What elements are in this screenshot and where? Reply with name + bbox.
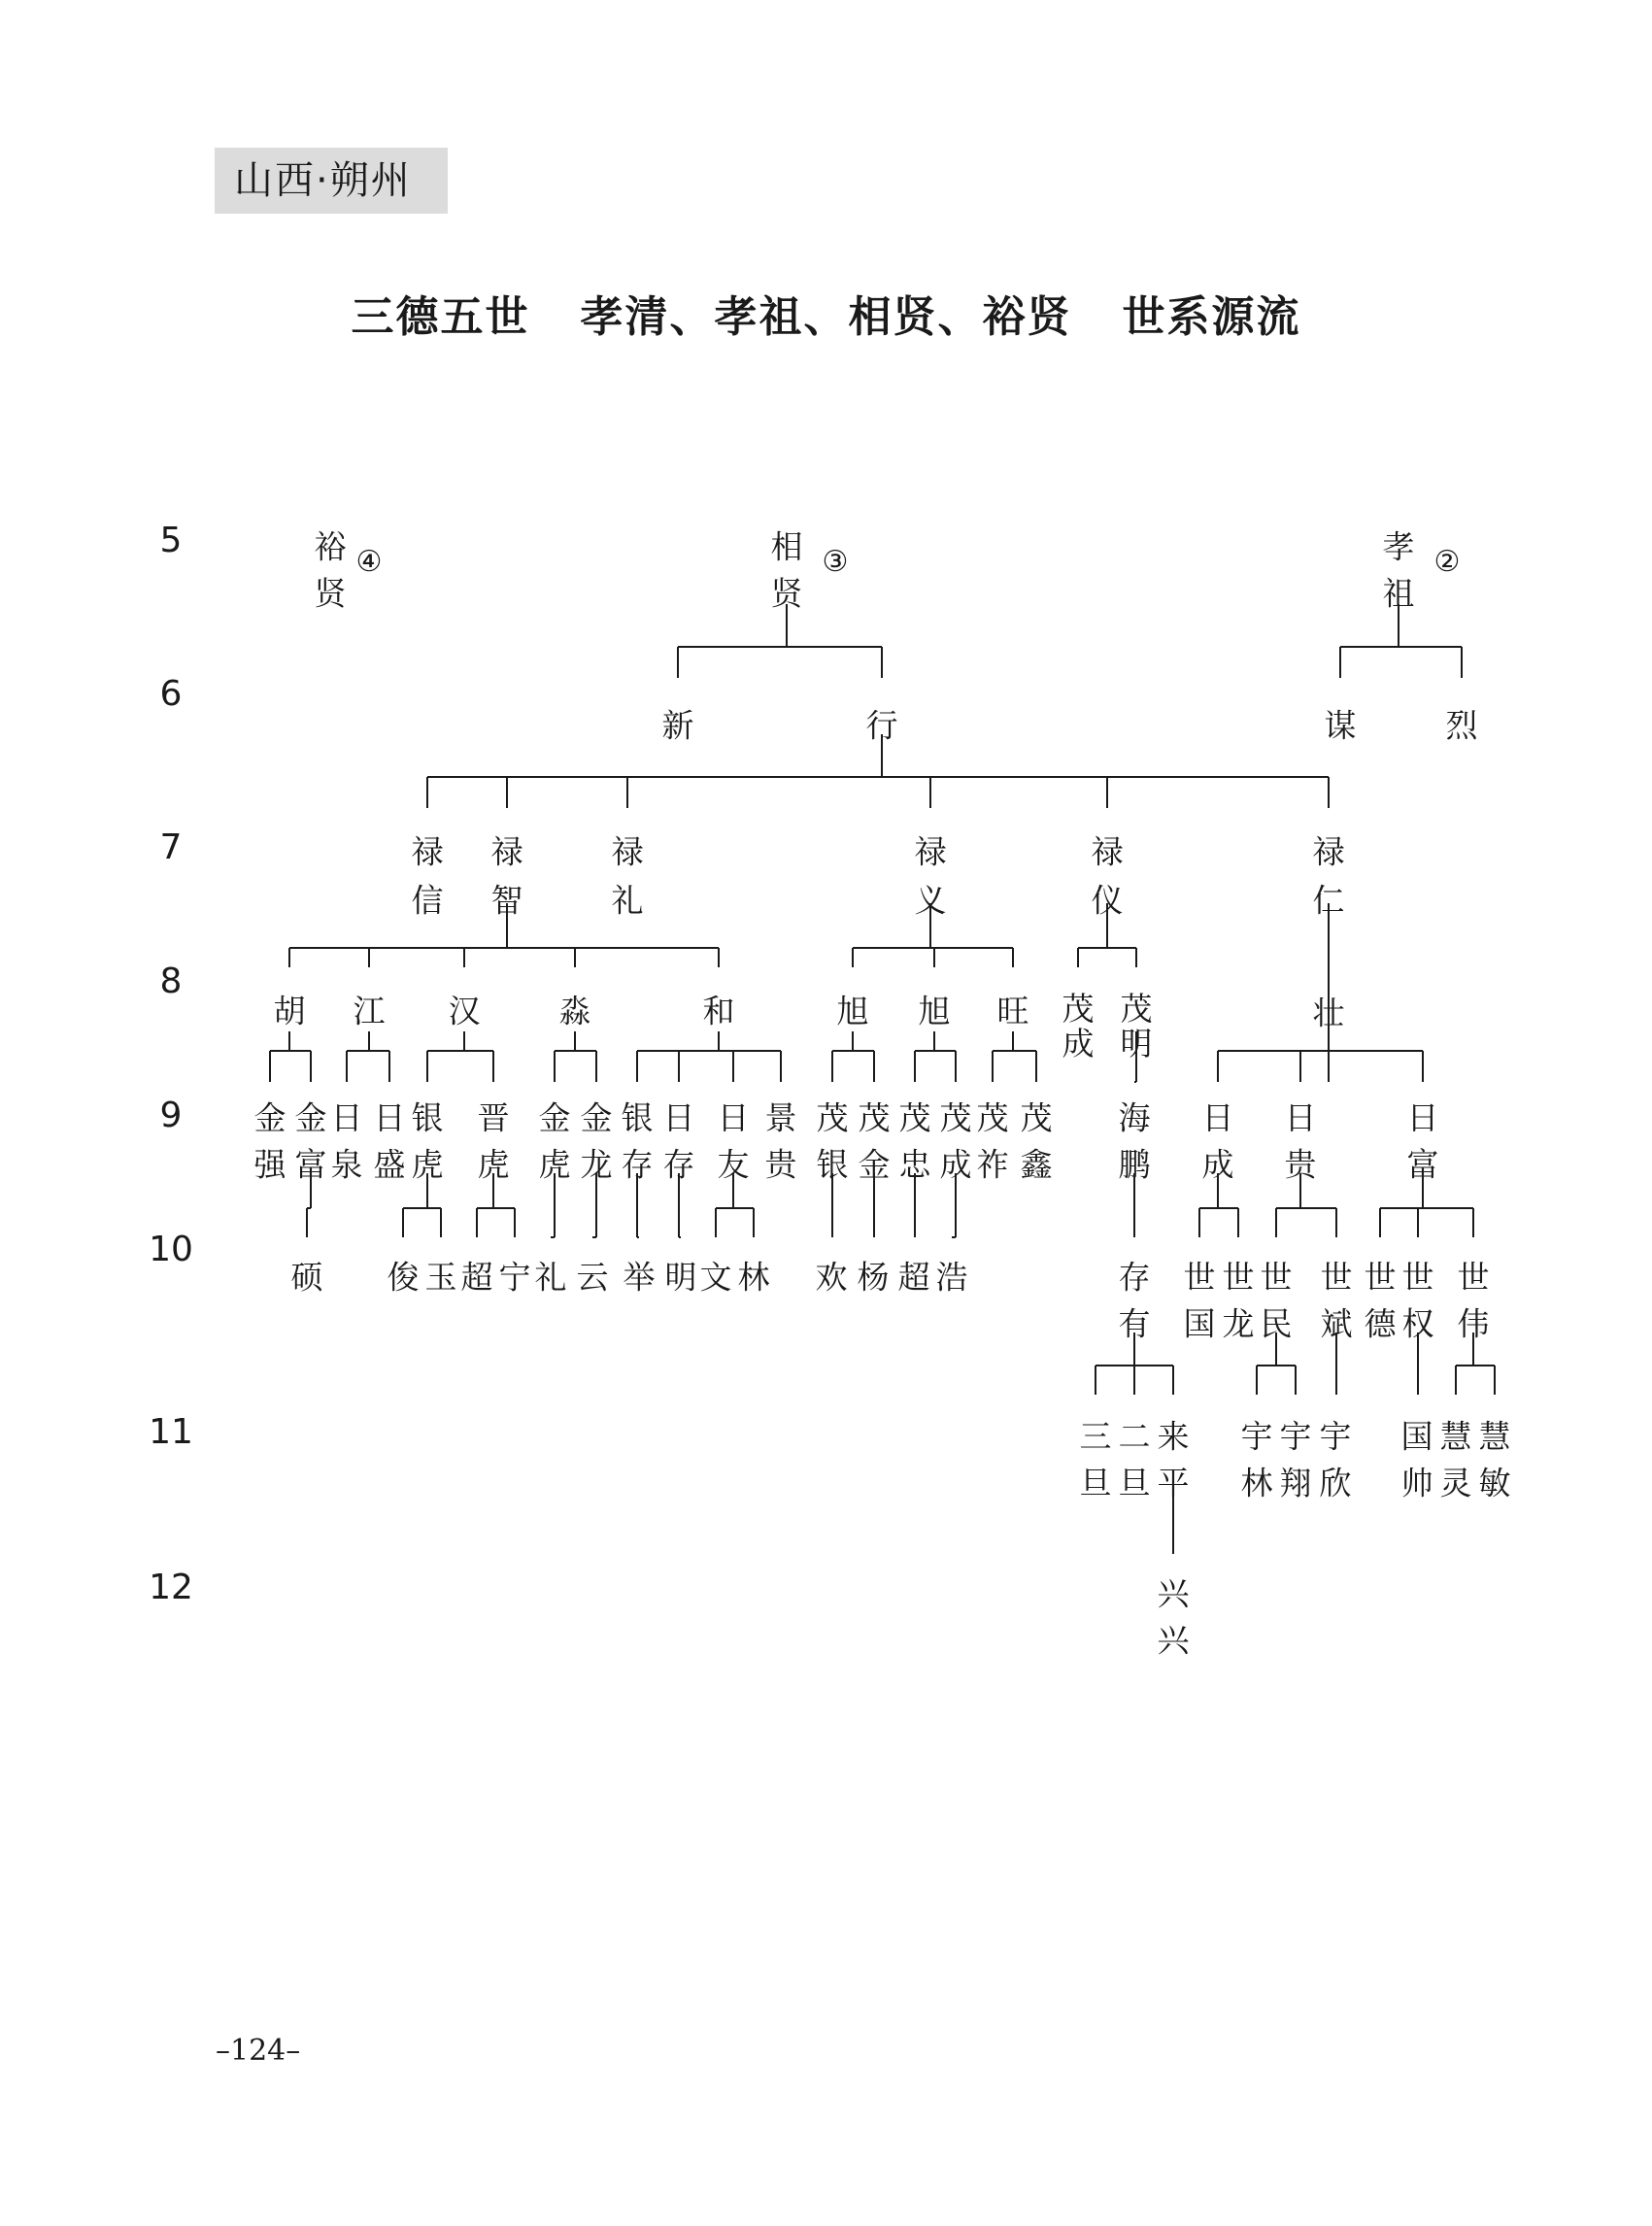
svg-text:林: 林 xyxy=(1240,1464,1273,1502)
person-name xyxy=(622,1098,654,1183)
svg-text:裕: 裕 xyxy=(314,527,347,566)
person-name xyxy=(1184,1258,1216,1342)
svg-text:富: 富 xyxy=(294,1145,327,1184)
person-name xyxy=(274,992,306,1029)
svg-text:旺: 旺 xyxy=(996,992,1029,1030)
svg-text:礼: 礼 xyxy=(534,1258,567,1297)
svg-text:禄: 禄 xyxy=(1312,832,1345,871)
person-name xyxy=(816,1258,848,1296)
svg-text:宇: 宇 xyxy=(1279,1417,1312,1456)
svg-text:禄: 禄 xyxy=(914,832,947,871)
svg-text:日: 日 xyxy=(1201,1098,1234,1137)
svg-text:超: 超 xyxy=(460,1258,493,1297)
svg-text:旦: 旦 xyxy=(1079,1464,1112,1502)
person-name xyxy=(254,1098,287,1183)
title-names: 孝清、孝祖、相贤、裕贤 xyxy=(580,292,1072,342)
svg-text:存: 存 xyxy=(621,1145,654,1184)
svg-text:宇: 宇 xyxy=(1240,1417,1273,1456)
svg-text:云: 云 xyxy=(576,1258,609,1297)
person-name xyxy=(612,832,644,919)
svg-text:孝: 孝 xyxy=(1382,527,1415,566)
svg-text:友: 友 xyxy=(717,1145,750,1184)
svg-text:贵: 贵 xyxy=(1284,1145,1317,1184)
svg-text:欢: 欢 xyxy=(815,1258,848,1297)
svg-text:忠: 忠 xyxy=(898,1145,931,1184)
generation-number: 5 xyxy=(159,521,183,560)
svg-text:旭: 旭 xyxy=(836,992,869,1030)
person-name xyxy=(1320,1417,1352,1501)
svg-text:金: 金 xyxy=(538,1098,571,1137)
generation-number: 7 xyxy=(159,827,183,867)
person-name xyxy=(858,1258,890,1296)
generation-number: 8 xyxy=(159,961,183,1001)
svg-text:新: 新 xyxy=(661,706,694,745)
svg-text:旭: 旭 xyxy=(918,992,951,1030)
svg-text:兴: 兴 xyxy=(1157,1621,1190,1660)
person-name xyxy=(936,1258,968,1296)
svg-text:相: 相 xyxy=(770,527,803,566)
person-name xyxy=(1402,1258,1434,1342)
svg-text:仁: 仁 xyxy=(1312,881,1345,920)
svg-text:敏: 敏 xyxy=(1478,1464,1511,1502)
person-name xyxy=(1119,1098,1151,1183)
svg-text:信: 信 xyxy=(411,881,444,920)
svg-text:晋: 晋 xyxy=(477,1098,510,1137)
svg-text:世: 世 xyxy=(1320,1258,1353,1297)
svg-text:浩: 浩 xyxy=(935,1258,968,1297)
svg-text:来: 来 xyxy=(1157,1417,1190,1456)
svg-text:明: 明 xyxy=(1120,1024,1153,1062)
svg-text:斌: 斌 xyxy=(1320,1304,1353,1343)
person-name xyxy=(1202,1098,1234,1183)
person-name xyxy=(665,1258,697,1296)
svg-text:壮: 壮 xyxy=(1312,994,1345,1032)
person-name xyxy=(412,832,444,919)
svg-text:禄: 禄 xyxy=(411,832,444,871)
svg-text:硕: 硕 xyxy=(290,1258,323,1297)
svg-text:龙: 龙 xyxy=(580,1145,613,1184)
title-suffix: 世系源流 xyxy=(1122,292,1301,342)
person-name xyxy=(1021,1098,1053,1183)
svg-text:和: 和 xyxy=(702,992,735,1030)
svg-text:世: 世 xyxy=(1222,1258,1255,1297)
svg-text:杨: 杨 xyxy=(857,1258,890,1297)
svg-text:世: 世 xyxy=(1260,1258,1293,1297)
person-name xyxy=(700,1258,732,1296)
person-name xyxy=(535,1258,567,1296)
generation-number: 9 xyxy=(159,1096,183,1135)
svg-text:帅: 帅 xyxy=(1400,1464,1433,1502)
svg-text:茂: 茂 xyxy=(1062,989,1095,1028)
person-name xyxy=(817,1098,849,1183)
svg-text:祚: 祚 xyxy=(976,1145,1009,1184)
person-name xyxy=(1119,1417,1151,1501)
branch-marker: ② xyxy=(1433,545,1461,579)
svg-text:禄: 禄 xyxy=(611,832,644,871)
person-name xyxy=(1446,706,1479,744)
generation-number: 12 xyxy=(149,1568,193,1607)
svg-text:存: 存 xyxy=(1118,1258,1151,1297)
svg-text:宁: 宁 xyxy=(498,1258,531,1297)
svg-text:汉: 汉 xyxy=(448,992,481,1030)
person-name xyxy=(1119,1258,1151,1342)
svg-text:旦: 旦 xyxy=(1118,1464,1151,1502)
svg-text:祖: 祖 xyxy=(1382,574,1415,613)
svg-text:贤: 贤 xyxy=(770,574,803,613)
svg-text:鹏: 鹏 xyxy=(1118,1145,1151,1184)
person-name xyxy=(1285,1098,1319,1183)
svg-text:超: 超 xyxy=(897,1258,930,1297)
svg-text:盛: 盛 xyxy=(373,1145,406,1184)
person-name xyxy=(1158,1574,1191,1659)
person-name xyxy=(738,1258,770,1296)
person-name xyxy=(581,1098,613,1183)
svg-text:日: 日 xyxy=(373,1098,406,1137)
person-name xyxy=(837,992,869,1029)
svg-text:虎: 虎 xyxy=(411,1145,444,1184)
svg-text:贤: 贤 xyxy=(314,574,347,613)
svg-text:金: 金 xyxy=(294,1098,327,1137)
svg-text:成: 成 xyxy=(1062,1024,1095,1062)
svg-text:茂: 茂 xyxy=(939,1098,972,1137)
person-name xyxy=(449,992,481,1029)
svg-text:贵: 贵 xyxy=(764,1145,797,1184)
svg-text:鑫: 鑫 xyxy=(1020,1145,1053,1184)
svg-text:有: 有 xyxy=(1118,1304,1151,1343)
svg-text:平: 平 xyxy=(1157,1464,1190,1502)
person-name xyxy=(624,1258,656,1296)
person-name xyxy=(295,1098,327,1183)
svg-text:民: 民 xyxy=(1260,1304,1293,1343)
svg-text:茂: 茂 xyxy=(816,1098,849,1137)
svg-text:慧: 慧 xyxy=(1439,1417,1472,1456)
svg-text:德: 德 xyxy=(1364,1304,1397,1343)
svg-text:金: 金 xyxy=(858,1145,891,1184)
page-number: –124– xyxy=(216,2034,301,2068)
svg-text:世: 世 xyxy=(1183,1258,1216,1297)
person-name xyxy=(374,1098,406,1183)
svg-text:国: 国 xyxy=(1183,1304,1216,1343)
svg-text:礼: 礼 xyxy=(611,881,644,920)
generation-number: 6 xyxy=(159,674,183,714)
person-name xyxy=(1440,1417,1472,1501)
svg-text:银: 银 xyxy=(411,1098,444,1137)
person-name xyxy=(478,1098,510,1183)
svg-text:宇: 宇 xyxy=(1319,1417,1352,1456)
person-name xyxy=(1365,1258,1398,1342)
svg-text:玉: 玉 xyxy=(424,1258,457,1297)
person-name xyxy=(1223,1258,1255,1342)
person-name xyxy=(997,992,1029,1029)
person-name xyxy=(919,992,951,1029)
person-name xyxy=(388,1258,420,1296)
person-name xyxy=(1479,1417,1511,1501)
person-name xyxy=(1458,1258,1490,1342)
svg-text:慧: 慧 xyxy=(1478,1417,1511,1456)
person-name xyxy=(577,1258,609,1296)
svg-text:权: 权 xyxy=(1401,1304,1434,1343)
person-name xyxy=(291,1258,324,1296)
person-name xyxy=(461,1258,493,1296)
svg-text:江: 江 xyxy=(353,992,386,1030)
svg-text:谋: 谋 xyxy=(1324,706,1357,745)
svg-text:银: 银 xyxy=(816,1145,849,1184)
region-label: 山西·朔州 xyxy=(234,158,412,203)
person-name xyxy=(940,1098,972,1183)
person-name xyxy=(1383,527,1415,612)
svg-text:世: 世 xyxy=(1401,1258,1434,1297)
svg-text:日: 日 xyxy=(1284,1098,1317,1137)
svg-text:存: 存 xyxy=(662,1145,695,1184)
person-name xyxy=(1280,1417,1312,1501)
person-name xyxy=(1080,1417,1112,1501)
svg-text:灵: 灵 xyxy=(1439,1464,1472,1502)
svg-text:茂: 茂 xyxy=(1020,1098,1053,1137)
svg-text:成: 成 xyxy=(1201,1145,1234,1184)
title-generation: 三德五世 xyxy=(351,292,530,342)
svg-text:国: 国 xyxy=(1400,1417,1433,1456)
person-name xyxy=(899,1098,932,1183)
person-name xyxy=(331,1098,363,1183)
svg-text:成: 成 xyxy=(939,1145,972,1184)
generation-number: 11 xyxy=(149,1412,193,1452)
person-name xyxy=(539,1098,571,1183)
person-name xyxy=(663,1098,695,1183)
svg-text:茂: 茂 xyxy=(858,1098,891,1137)
person-name xyxy=(765,1098,799,1183)
svg-text:文: 文 xyxy=(699,1258,732,1297)
svg-text:举: 举 xyxy=(623,1258,656,1297)
svg-text:烈: 烈 xyxy=(1445,706,1478,745)
person-name xyxy=(898,1258,930,1296)
person-name xyxy=(1407,1098,1439,1183)
person-name xyxy=(703,992,735,1029)
person-name xyxy=(425,1258,457,1296)
person-name xyxy=(1321,1258,1353,1342)
svg-text:世: 世 xyxy=(1364,1258,1397,1297)
svg-text:海: 海 xyxy=(1118,1098,1151,1137)
svg-text:二: 二 xyxy=(1118,1417,1151,1456)
svg-text:茂: 茂 xyxy=(898,1098,931,1137)
svg-text:日: 日 xyxy=(330,1098,363,1137)
person-name xyxy=(662,706,694,744)
svg-text:金: 金 xyxy=(253,1098,287,1137)
svg-text:行: 行 xyxy=(865,706,898,745)
person-name xyxy=(412,1098,444,1183)
svg-text:淼: 淼 xyxy=(558,992,591,1030)
svg-text:虎: 虎 xyxy=(477,1145,510,1184)
svg-text:金: 金 xyxy=(580,1098,613,1137)
person-name xyxy=(1325,706,1357,744)
svg-text:日: 日 xyxy=(1406,1098,1439,1137)
svg-text:泉: 泉 xyxy=(330,1145,363,1184)
person-name xyxy=(977,1098,1009,1183)
branch-marker: ③ xyxy=(822,545,849,579)
svg-text:龙: 龙 xyxy=(1222,1304,1255,1343)
svg-text:胡: 胡 xyxy=(273,992,306,1030)
person-name xyxy=(1062,990,1095,1062)
person-name xyxy=(354,992,386,1029)
svg-text:日: 日 xyxy=(662,1098,695,1137)
person-name xyxy=(771,527,805,612)
person-name xyxy=(315,527,349,612)
svg-text:富: 富 xyxy=(1406,1145,1439,1184)
svg-text:兴: 兴 xyxy=(1157,1574,1190,1613)
svg-text:茂: 茂 xyxy=(1120,989,1153,1028)
svg-text:三: 三 xyxy=(1079,1417,1112,1456)
svg-text:明: 明 xyxy=(664,1258,697,1297)
svg-text:世: 世 xyxy=(1457,1258,1490,1297)
svg-text:景: 景 xyxy=(764,1098,797,1137)
person-name xyxy=(559,992,591,1029)
svg-text:林: 林 xyxy=(737,1258,770,1297)
svg-text:禄: 禄 xyxy=(1091,832,1124,871)
svg-text:智: 智 xyxy=(490,881,523,920)
svg-text:仪: 仪 xyxy=(1091,881,1124,920)
svg-text:欣: 欣 xyxy=(1319,1464,1352,1502)
person-name xyxy=(1261,1258,1293,1342)
svg-text:伟: 伟 xyxy=(1457,1304,1490,1343)
svg-text:茂: 茂 xyxy=(976,1098,1009,1137)
branch-marker: ④ xyxy=(355,545,383,579)
person-name xyxy=(499,1258,531,1296)
svg-text:虎: 虎 xyxy=(538,1145,571,1184)
svg-text:俊: 俊 xyxy=(387,1258,420,1297)
person-name xyxy=(1241,1417,1273,1501)
generation-number: 10 xyxy=(149,1230,193,1269)
svg-text:银: 银 xyxy=(621,1098,654,1137)
svg-text:翔: 翔 xyxy=(1279,1464,1312,1502)
svg-text:义: 义 xyxy=(914,881,947,920)
person-name xyxy=(718,1098,750,1183)
svg-text:禄: 禄 xyxy=(490,832,523,871)
svg-text:强: 强 xyxy=(253,1145,287,1184)
person-name xyxy=(1401,1417,1433,1501)
svg-text:日: 日 xyxy=(717,1098,750,1137)
person-name xyxy=(859,1098,891,1183)
